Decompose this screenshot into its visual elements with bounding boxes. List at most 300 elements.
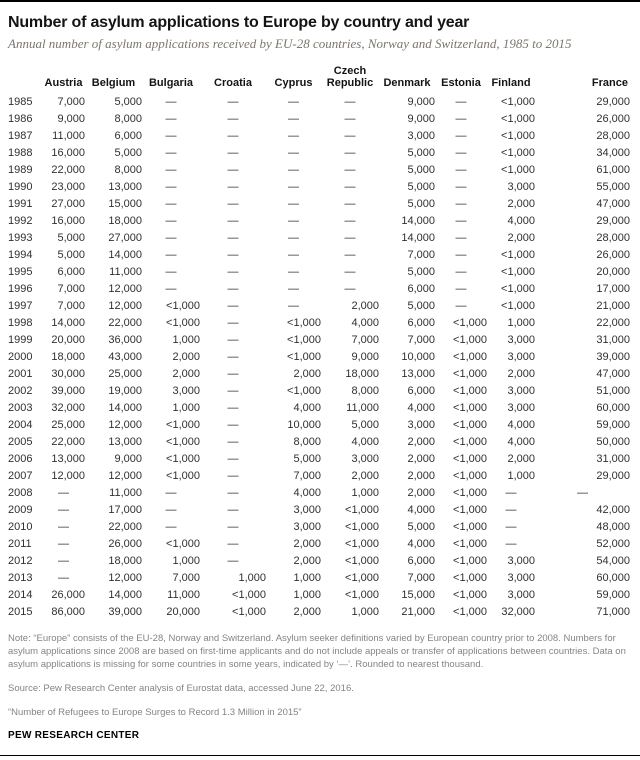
value-cell: —	[344, 129, 356, 142]
value-cell: —	[227, 316, 239, 329]
value-cell: —	[227, 146, 239, 159]
year-cell: 1993	[8, 231, 33, 244]
value-cell: 29,000	[596, 214, 630, 227]
asylum-applications-table	[8, 65, 630, 620]
value-cell: 1,000	[172, 333, 200, 346]
value-cell: <1,000	[232, 588, 266, 601]
value-cell: 29,000	[596, 95, 630, 108]
value-cell: 4,000	[351, 435, 379, 448]
value-cell: —	[344, 180, 356, 193]
value-cell: 14,000	[108, 248, 142, 261]
value-cell: 7,000	[57, 299, 85, 312]
value-cell: 3,000	[407, 418, 435, 431]
value-cell: 1,000	[507, 316, 535, 329]
value-cell: <1,000	[166, 316, 200, 329]
value-cell: 4,000	[351, 316, 379, 329]
value-cell: 2,000	[293, 605, 321, 618]
year-cell: 2006	[8, 452, 33, 465]
table-row	[8, 586, 630, 603]
value-cell: 2,000	[351, 299, 379, 312]
value-cell: —	[344, 112, 356, 125]
value-cell: 31,000	[596, 333, 630, 346]
value-cell: 4,000	[293, 401, 321, 414]
value-cell: —	[227, 503, 239, 516]
value-cell: 2,000	[407, 452, 435, 465]
value-cell: 9,000	[407, 95, 435, 108]
value-cell: 42,000	[596, 503, 630, 516]
value-cell: 5,000	[407, 146, 435, 159]
value-cell: 71,000	[596, 605, 630, 618]
value-cell: 3,000	[507, 350, 535, 363]
value-cell: 3,000	[351, 452, 379, 465]
value-cell: 26,000	[51, 588, 85, 601]
value-cell: <1,000	[501, 282, 535, 295]
value-cell: 18,000	[51, 350, 85, 363]
value-cell: 60,000	[596, 401, 630, 414]
table-row	[8, 144, 630, 161]
value-cell: <1,000	[345, 537, 379, 550]
value-cell: —	[505, 520, 517, 533]
value-cell: —	[505, 486, 517, 499]
value-cell: —	[227, 452, 239, 465]
value-cell: 5,000	[114, 95, 142, 108]
value-cell: —	[344, 265, 356, 278]
value-cell: 13,000	[51, 452, 85, 465]
value-cell: 1,000	[172, 401, 200, 414]
value-cell: 1,000	[238, 571, 266, 584]
value-cell: 20,000	[51, 333, 85, 346]
value-cell: —	[288, 248, 299, 261]
value-cell: 2,000	[351, 469, 379, 482]
value-cell: —	[577, 486, 588, 499]
value-cell: —	[227, 248, 239, 261]
value-cell: —	[288, 265, 299, 278]
value-cell: —	[505, 503, 517, 516]
table-row	[8, 229, 630, 246]
value-cell: —	[288, 129, 299, 142]
value-cell: <1,000	[501, 112, 535, 125]
value-cell: 6,000	[407, 316, 435, 329]
table-row	[8, 195, 630, 212]
value-cell: 11,000	[346, 401, 379, 414]
infographic-body	[0, 13, 640, 741]
value-cell: 3,000	[507, 333, 535, 346]
value-cell: <1,000	[453, 367, 487, 380]
table-row	[8, 297, 630, 314]
value-cell: <1,000	[501, 248, 535, 261]
value-cell: 59,000	[596, 418, 630, 431]
value-cell: 5,000	[407, 520, 435, 533]
value-cell: 12,000	[108, 282, 142, 295]
value-cell: 20,000	[596, 265, 630, 278]
value-cell: —	[288, 180, 299, 193]
value-cell: 5,000	[114, 146, 142, 159]
value-cell: —	[455, 299, 467, 312]
value-cell: 22,000	[108, 520, 142, 533]
year-cell: 1994	[8, 248, 33, 261]
value-cell: <1,000	[287, 333, 321, 346]
value-cell: 5,000	[407, 163, 435, 176]
value-cell: 11,000	[109, 486, 142, 499]
value-cell: 7,000	[351, 333, 379, 346]
value-cell: —	[227, 214, 239, 227]
value-cell: <1,000	[453, 384, 487, 397]
value-cell: 3,000	[507, 588, 535, 601]
value-cell: —	[227, 299, 239, 312]
value-cell: 6,000	[114, 129, 142, 142]
year-cell: 1989	[8, 163, 33, 176]
value-cell: 21,000	[401, 605, 435, 618]
table-row	[8, 535, 630, 552]
value-cell: —	[227, 333, 239, 346]
value-cell: —	[288, 197, 299, 210]
value-cell: 1,000	[351, 486, 379, 499]
value-cell: 10,000	[287, 418, 321, 431]
year-cell: 1996	[8, 282, 33, 295]
value-cell: 2,000	[293, 367, 321, 380]
value-cell: —	[165, 520, 177, 533]
year-column-header	[8, 65, 42, 93]
value-cell: <1,000	[453, 588, 487, 601]
value-cell: —	[58, 537, 69, 550]
value-cell: 30,000	[51, 367, 85, 380]
value-cell: 5,000	[351, 418, 379, 431]
value-cell: 8,000	[293, 435, 321, 448]
value-cell: 22,000	[108, 316, 142, 329]
value-cell: 15,000	[108, 197, 142, 210]
value-cell: —	[165, 180, 177, 193]
value-cell: —	[165, 265, 177, 278]
column-header-belgium: Belgium	[91, 77, 136, 89]
value-cell: <1,000	[501, 299, 535, 312]
table-row	[8, 127, 630, 144]
value-cell: 21,000	[596, 299, 630, 312]
value-cell: 4,000	[407, 503, 435, 516]
value-cell: 7,000	[407, 571, 435, 584]
value-cell: 4,000	[507, 418, 535, 431]
value-cell: <1,000	[453, 503, 487, 516]
value-cell: 14,000	[51, 316, 85, 329]
value-cell: —	[505, 537, 517, 550]
value-cell: 3,000	[507, 401, 535, 414]
column-header-france: France	[591, 77, 628, 89]
year-cell: 2011	[8, 537, 32, 550]
year-cell: 2007	[8, 469, 33, 482]
table-row	[8, 93, 630, 110]
column-header-bulgaria: Bulgaria	[148, 77, 193, 89]
value-cell: 13,000	[401, 367, 435, 380]
value-cell: 5,000	[293, 452, 321, 465]
table-row	[8, 110, 630, 127]
value-cell: 50,000	[596, 435, 630, 448]
year-cell: 1999	[8, 333, 33, 346]
value-cell: 2,000	[293, 554, 321, 567]
value-cell: —	[58, 554, 69, 567]
value-cell: —	[455, 180, 467, 193]
value-cell: —	[344, 248, 356, 261]
value-cell: 31,000	[596, 452, 630, 465]
year-cell: 1990	[8, 180, 33, 193]
table-row	[8, 399, 630, 416]
table-row	[8, 484, 630, 501]
value-cell: 11,000	[167, 588, 200, 601]
value-cell: —	[344, 163, 356, 176]
value-cell: —	[227, 486, 239, 499]
value-cell: <1,000	[453, 469, 487, 482]
value-cell: 22,000	[596, 316, 630, 329]
value-cell: <1,000	[453, 554, 487, 567]
table-row	[8, 280, 630, 297]
table-row	[8, 212, 630, 229]
year-cell: 1991	[8, 197, 33, 210]
value-cell: 25,000	[108, 367, 142, 380]
value-cell: 26,000	[596, 112, 630, 125]
value-cell: 60,000	[596, 571, 630, 584]
value-cell: —	[227, 367, 239, 380]
value-cell: 6,000	[407, 384, 435, 397]
value-cell: 5,000	[57, 248, 85, 261]
page-title: Number of asylum applications to Europe by country and year	[8, 14, 470, 31]
value-cell: <1,000	[453, 605, 487, 618]
value-cell: 11,000	[52, 129, 85, 142]
value-cell: 47,000	[596, 197, 630, 210]
value-cell: 2,000	[172, 350, 200, 363]
value-cell: —	[455, 95, 467, 108]
value-cell: —	[58, 520, 69, 533]
value-cell: 14,000	[401, 214, 435, 227]
value-cell: <1,000	[453, 537, 487, 550]
value-cell: 51,000	[596, 384, 630, 397]
value-cell: 7,000	[407, 333, 435, 346]
value-cell: 18,000	[108, 554, 142, 567]
column-header-finland: Finland	[491, 77, 531, 89]
value-cell: —	[165, 282, 177, 295]
value-cell: <1,000	[287, 384, 321, 397]
year-cell: 2009	[8, 503, 33, 516]
value-cell: —	[165, 248, 177, 261]
table-row	[8, 518, 630, 535]
value-cell: 8,000	[351, 384, 379, 397]
value-cell: —	[165, 486, 177, 499]
value-cell: 13,000	[108, 435, 142, 448]
value-cell: 16,000	[51, 214, 85, 227]
value-cell: —	[227, 418, 239, 431]
value-cell: 5,000	[57, 231, 85, 244]
value-cell: —	[455, 146, 467, 159]
year-cell: 2013	[8, 571, 33, 584]
value-cell: <1,000	[501, 163, 535, 176]
page-subtitle: Annual number of asylum applications received by EU-28 countries, Norway and Switzerland, 1985 to 2015	[8, 36, 572, 51]
value-cell: 3,000	[507, 571, 535, 584]
value-cell: 1,000	[172, 554, 200, 567]
top-rule	[0, 0, 640, 2]
value-cell: 18,000	[345, 367, 379, 380]
year-cell: 1997	[8, 299, 33, 312]
value-cell: 12,000	[108, 469, 142, 482]
value-cell: 27,000	[51, 197, 85, 210]
value-cell: 19,000	[108, 384, 142, 397]
header-row	[8, 65, 630, 93]
value-cell: 1,000	[293, 588, 321, 601]
value-cell: <1,000	[453, 418, 487, 431]
value-cell: 5,000	[407, 299, 435, 312]
table-row	[8, 382, 630, 399]
value-cell: <1,000	[453, 401, 487, 414]
table-row	[8, 331, 630, 348]
value-cell: 47,000	[596, 367, 630, 380]
value-cell: 12,000	[108, 571, 142, 584]
value-cell: 3,000	[172, 384, 200, 397]
value-cell: 32,000	[51, 401, 85, 414]
value-cell: —	[288, 112, 299, 125]
value-cell: —	[165, 214, 177, 227]
value-cell: —	[165, 95, 177, 108]
value-cell: —	[227, 197, 239, 210]
value-cell: —	[165, 163, 177, 176]
value-cell: <1,000	[287, 316, 321, 329]
value-cell: —	[165, 129, 177, 142]
table-row	[8, 416, 630, 433]
table-row	[8, 569, 630, 586]
value-cell: 2,000	[507, 452, 535, 465]
value-cell: —	[455, 231, 467, 244]
value-cell: 1,000	[507, 469, 535, 482]
table-row	[8, 552, 630, 569]
note-text: Note: “Europe” consists of the EU-28, Norway and Switzerland. Asylum seeker definitions varied by European country prior to 2008. Numbers for asylum applications since 2008 are based on first-time applicants and do not include appeals or transfer of applications between countries. Data on asylum applications is missing for some countries in some years, indicated by ‘—’. Rounded to nearest thousand.	[8, 633, 626, 670]
value-cell: —	[455, 214, 467, 227]
value-cell: 2,000	[172, 367, 200, 380]
value-cell: 9,000	[351, 350, 379, 363]
value-cell: —	[227, 350, 239, 363]
value-cell: 12,000	[108, 418, 142, 431]
value-cell: 6,000	[57, 265, 85, 278]
table-row	[8, 603, 630, 620]
value-cell: <1,000	[453, 486, 487, 499]
value-cell: <1,000	[453, 316, 487, 329]
value-cell: 2,000	[507, 367, 535, 380]
value-cell: 25,000	[51, 418, 85, 431]
value-cell: 3,000	[507, 554, 535, 567]
value-cell: 4,000	[407, 537, 435, 550]
value-cell: <1,000	[453, 520, 487, 533]
table-row	[8, 365, 630, 382]
value-cell: <1,000	[501, 95, 535, 108]
value-cell: <1,000	[345, 588, 379, 601]
value-cell: 3,000	[293, 520, 321, 533]
year-cell: 2015	[8, 605, 33, 618]
value-cell: —	[455, 163, 467, 176]
value-cell: 3,000	[507, 180, 535, 193]
year-cell: 1986	[8, 112, 33, 125]
year-cell: 2012	[8, 554, 33, 567]
year-cell: 1987	[8, 129, 33, 142]
value-cell: 2,000	[407, 469, 435, 482]
column-header-croatia: Croatia	[214, 77, 252, 89]
year-cell: 1985	[8, 95, 33, 108]
value-cell: 32,000	[501, 605, 535, 618]
value-cell: —	[227, 180, 239, 193]
value-cell: —	[227, 435, 239, 448]
value-cell: 8,000	[114, 112, 142, 125]
table-row	[8, 161, 630, 178]
value-cell: 2,000	[507, 231, 535, 244]
value-cell: 6,000	[407, 554, 435, 567]
value-cell: <1,000	[453, 571, 487, 584]
value-cell: 39,000	[596, 350, 630, 363]
value-cell: <1,000	[166, 299, 200, 312]
value-cell: <1,000	[501, 129, 535, 142]
value-cell: —	[455, 112, 467, 125]
value-cell: 7,000	[407, 248, 435, 261]
value-cell: <1,000	[453, 435, 487, 448]
value-cell: 11,000	[109, 265, 142, 278]
table-row	[8, 450, 630, 467]
value-cell: <1,000	[166, 469, 200, 482]
value-cell: 1,000	[351, 605, 379, 618]
value-cell: —	[227, 231, 239, 244]
table-row	[8, 178, 630, 195]
value-cell: 28,000	[596, 129, 630, 142]
value-cell: 5,000	[407, 180, 435, 193]
value-cell: <1,000	[166, 537, 200, 550]
value-cell: <1,000	[345, 571, 379, 584]
value-cell: 17,000	[596, 282, 630, 295]
value-cell: 18,000	[108, 214, 142, 227]
value-cell: —	[165, 231, 177, 244]
value-cell: 55,000	[596, 180, 630, 193]
value-cell: —	[227, 163, 239, 176]
value-cell: 5,000	[407, 197, 435, 210]
value-cell: 7,000	[293, 469, 321, 482]
value-cell: 29,000	[596, 469, 630, 482]
value-cell: <1,000	[453, 333, 487, 346]
year-cell: 2002	[8, 384, 33, 397]
column-header-austria: Austria	[44, 77, 83, 89]
value-cell: 26,000	[596, 248, 630, 261]
value-cell: 2,000	[407, 486, 435, 499]
value-cell: 15,000	[401, 588, 435, 601]
value-cell: —	[58, 486, 69, 499]
bottom-rule	[0, 755, 640, 756]
value-cell: 36,000	[108, 333, 142, 346]
value-cell: 10,000	[401, 350, 435, 363]
year-cell: 2010	[8, 520, 33, 533]
year-cell: 1995	[8, 265, 33, 278]
value-cell: —	[344, 95, 356, 108]
value-cell: —	[165, 146, 177, 159]
table-row	[8, 314, 630, 331]
value-cell: —	[455, 129, 467, 142]
value-cell: 28,000	[596, 231, 630, 244]
value-cell: 23,000	[51, 180, 85, 193]
value-cell: <1,000	[166, 435, 200, 448]
year-cell: 2003	[8, 401, 33, 414]
year-cell: 2005	[8, 435, 33, 448]
value-cell: <1,000	[453, 350, 487, 363]
table-row	[8, 433, 630, 450]
value-cell: —	[165, 503, 177, 516]
value-cell: 14,000	[108, 401, 142, 414]
value-cell: —	[227, 265, 239, 278]
column-header-estonia: Estonia	[441, 77, 481, 89]
value-cell: 17,000	[108, 503, 142, 516]
value-cell: 12,000	[108, 299, 142, 312]
value-cell: 6,000	[407, 282, 435, 295]
value-cell: 5,000	[407, 265, 435, 278]
value-cell: 61,000	[596, 163, 630, 176]
table-row	[8, 348, 630, 365]
value-cell: 8,000	[114, 163, 142, 176]
